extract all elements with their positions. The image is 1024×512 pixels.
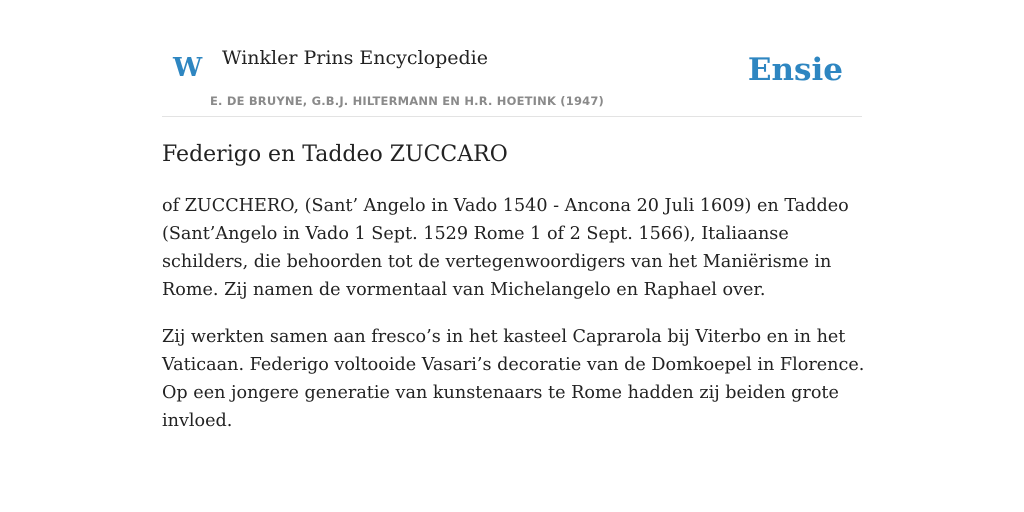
encyclopedia-header [162,40,862,117]
article-title: Federigo en Taddeo ZUCCARO [162,142,508,167]
article-paragraph: of ZUCCHERO, (Sant’ Angelo in Vado 1540 - Ancona 20 Juli 1609) en Taddeo (Sant’Angelo in Vado 1 Sept. 1529 Rome 1 of 2 Sept. 1566), Italiaanse schilders, die behoorden tot de vertegenwoordigers van het Maniërisme in Rome. Zij namen de vormentaal van Michelangelo en Raphael over. [162,196,849,300]
encyclopedia-authors: E. DE BRUYNE, G.B.J. HILTERMANN EN H.R. HOETINK (1947) [210,94,605,108]
winkler-prins-logo-icon[interactable]: W [173,53,203,83]
ensie-brand-logo[interactable]: Ensie [747,52,843,88]
encyclopedia-title[interactable]: Winkler Prins Encyclopedie [222,47,488,69]
article-paragraph: Zij werkten samen aan fresco’s in het kasteel Caprarola bij Viterbo en in het Vaticaan. Federigo voltooide Vasari’s decoratie van de Domkoepel in Florence. Op een jongere generatie van kunstenaars te Rome hadden zij beiden grote invloed. [162,327,865,431]
article-body [162,192,867,454]
